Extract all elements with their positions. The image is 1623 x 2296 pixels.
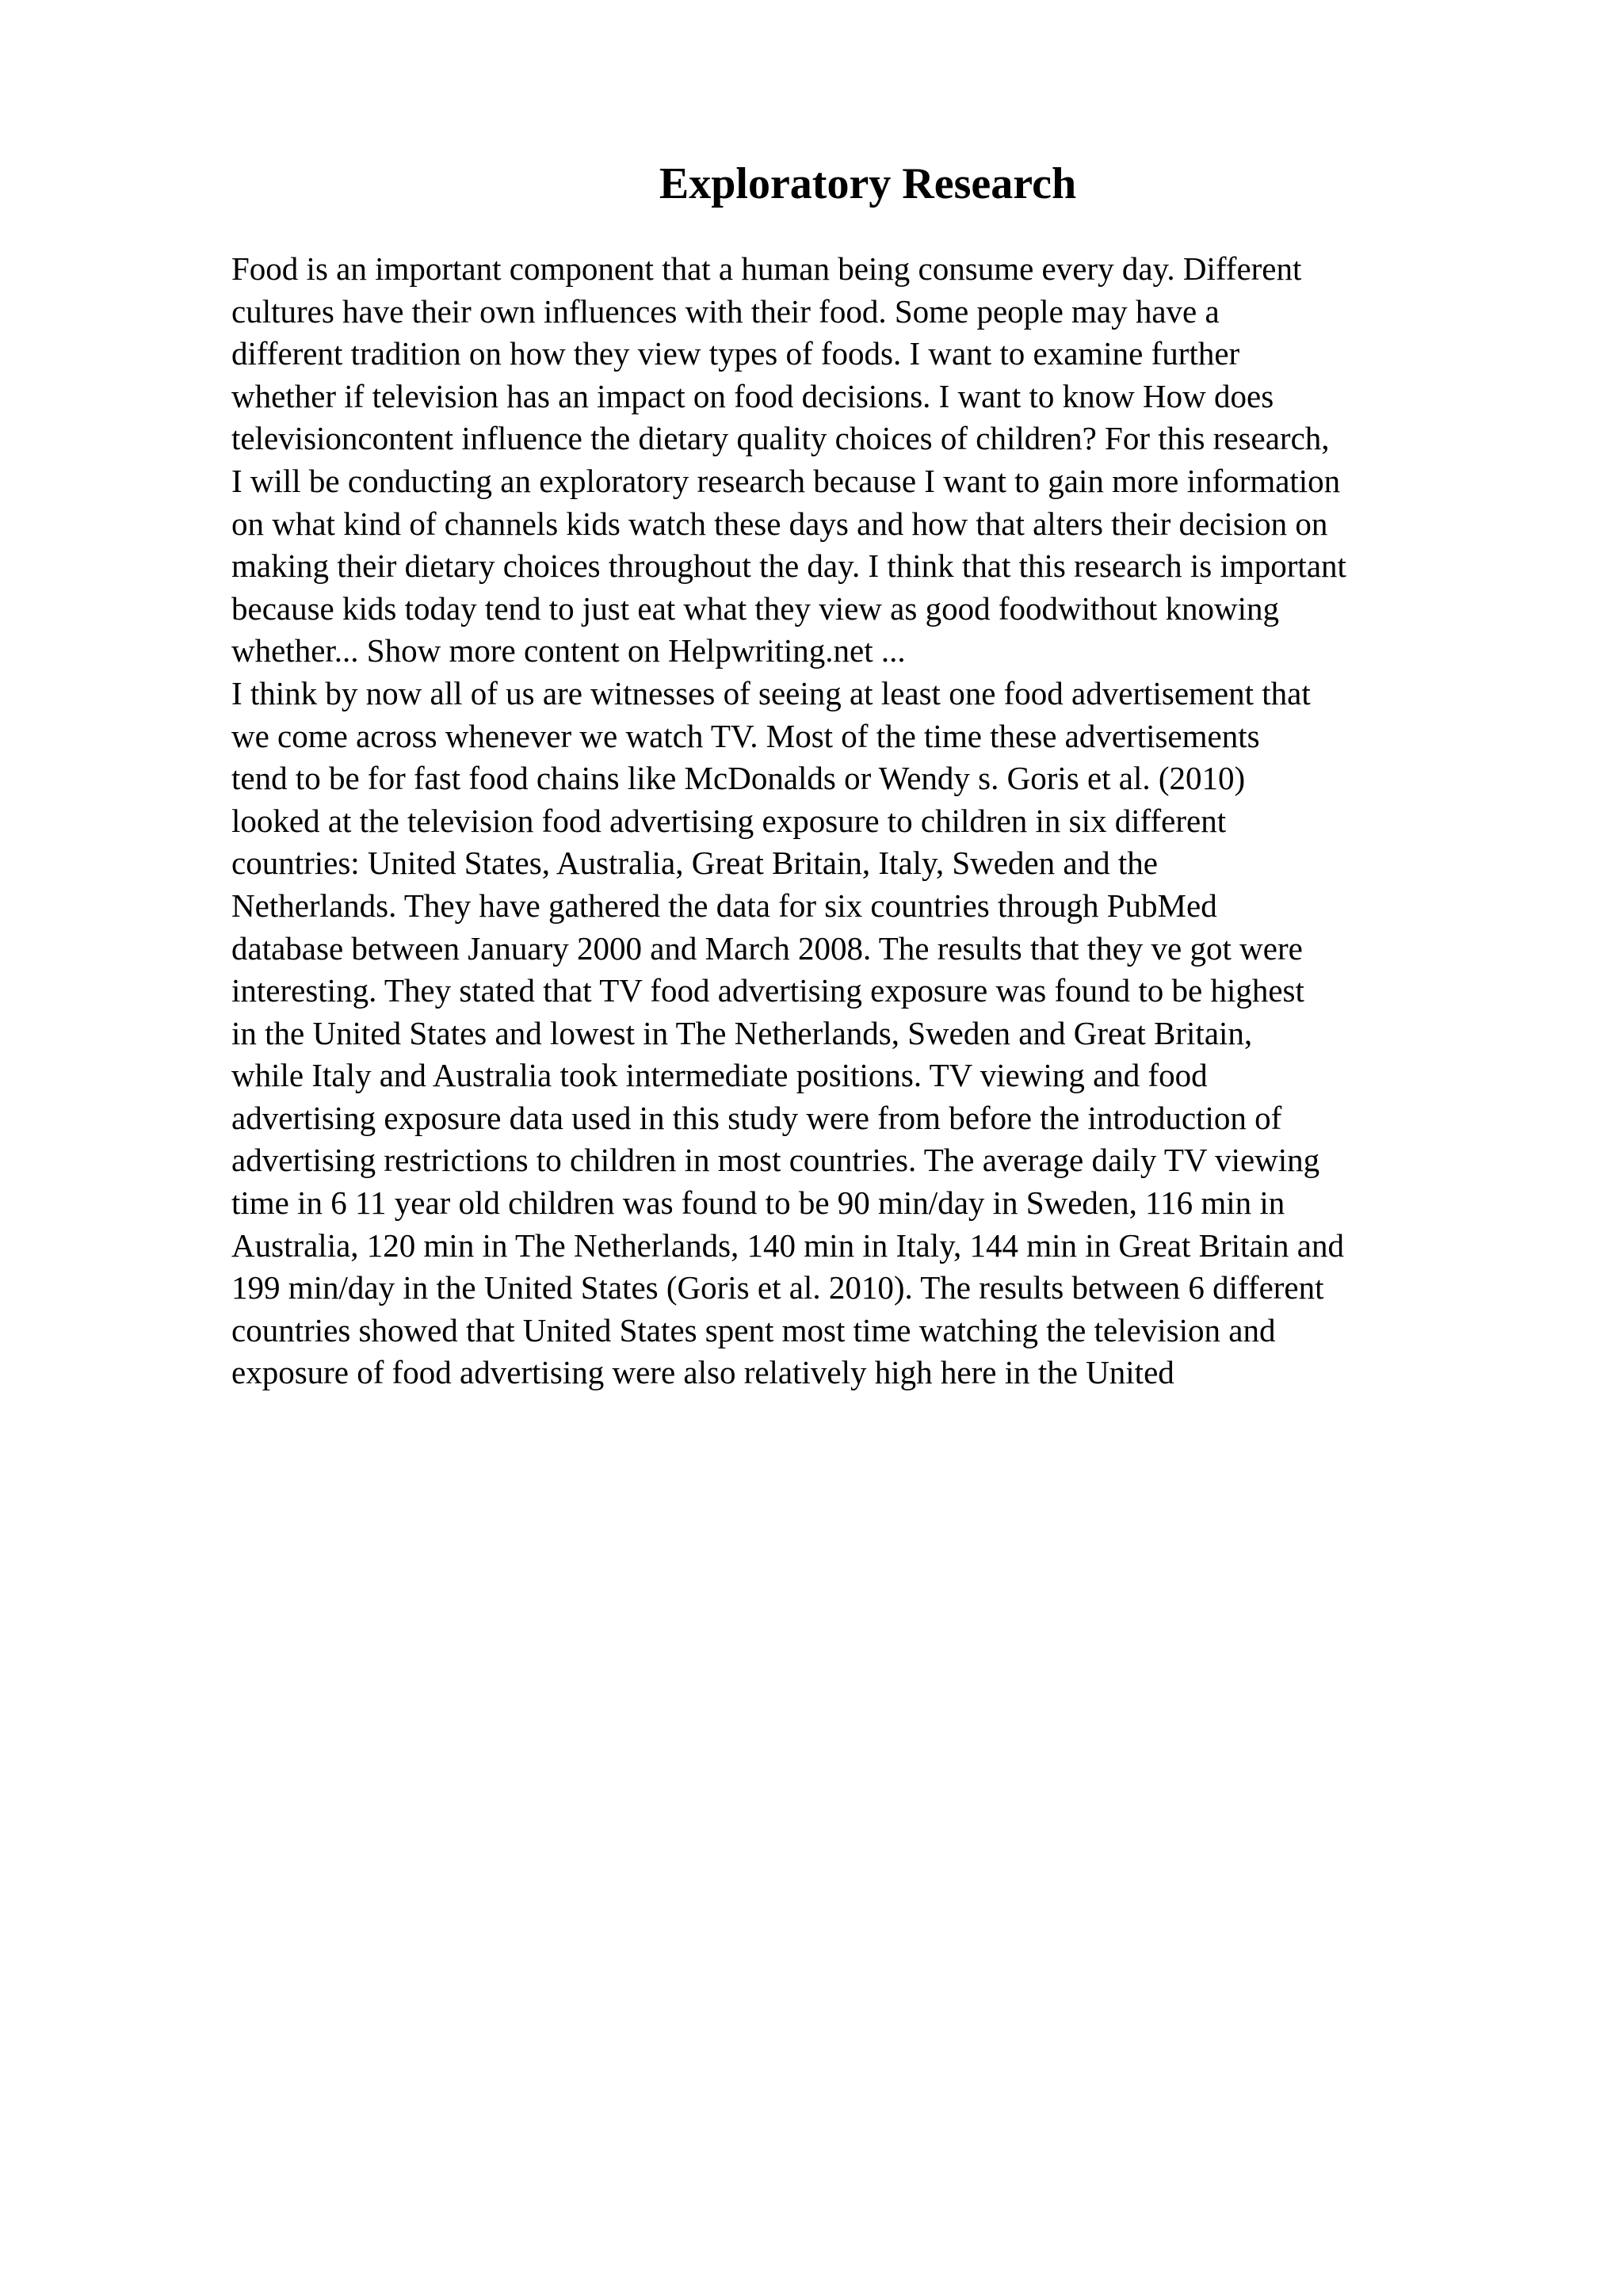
- document-title: Exploratory Research: [659, 159, 1077, 208]
- body-line: we come across whenever we watch TV. Most of the time these advertisements: [231, 717, 1260, 754]
- document-body: [231, 248, 1610, 1394]
- body-line: advertising restrictions to children in most countries. The average daily TV viewing: [231, 1142, 1320, 1179]
- body-line: because kids today tend to just eat what they view as good foodwithout knowing: [231, 589, 1280, 627]
- body-line: advertising exposure data used in this study were from before the introduction of: [231, 1099, 1282, 1136]
- body-line: countries showed that United States spent most time watching the television and: [231, 1311, 1276, 1348]
- body-line: 199 min/day in the United States (Goris et al. 2010). The results between 6 different: [231, 1269, 1324, 1306]
- body-line: exposure of food advertising were also relatively high here in the United: [231, 1354, 1174, 1391]
- body-line: countries: United States, Australia, Great Britain, Italy, Sweden and the: [231, 845, 1158, 882]
- body-line: Netherlands. They have gathered the data for six countries through PubMed: [231, 887, 1217, 924]
- body-line: time in 6 11 year old children was found to be 90 min/day in Sweden, 116 min in: [231, 1184, 1285, 1222]
- body-line: different tradition on how they view types of foods. I want to examine further: [231, 335, 1240, 372]
- body-line: cultures have their own influences with their food. Some people may have a: [231, 292, 1220, 330]
- body-line: whether if television has an impact on food decisions. I want to know How does: [231, 377, 1274, 414]
- body-line: whether... Show more content on Helpwriting.net ...: [231, 632, 906, 669]
- body-line: I will be conducting an exploratory research because I want to gain more information: [231, 462, 1341, 499]
- body-line: database between January 2000 and March 2008. The results that they ve got were: [231, 929, 1303, 967]
- body-line: interesting. They stated that TV food advertising exposure was found to be highest: [231, 972, 1304, 1009]
- body-line: on what kind of channels kids watch these days and how that alters their decision on: [231, 505, 1328, 542]
- body-line: Food is an important component that a human being consume every day. Different: [231, 250, 1302, 287]
- body-line: while Italy and Australia took intermediate positions. TV viewing and food: [231, 1057, 1208, 1094]
- body-line: in the United States and lowest in The Netherlands, Sweden and Great Britain,: [231, 1014, 1253, 1051]
- body-line: looked at the television food advertising exposure to children in six different: [231, 802, 1227, 839]
- body-line: making their dietary choices throughout the day. I think that this research is important: [231, 547, 1346, 585]
- body-line: televisioncontent influence the dietary quality choices of children? For this research,: [231, 420, 1330, 457]
- body-line: Australia, 120 min in The Netherlands, 140 min in Italy, 144 min in Great Britain and: [231, 1226, 1344, 1264]
- body-line: tend to be for fast food chains like McDonalds or Wendy s. Goris et al. (2010): [231, 760, 1246, 797]
- body-line: I think by now all of us are witnesses of seeing at least one food advertisement that: [231, 674, 1311, 711]
